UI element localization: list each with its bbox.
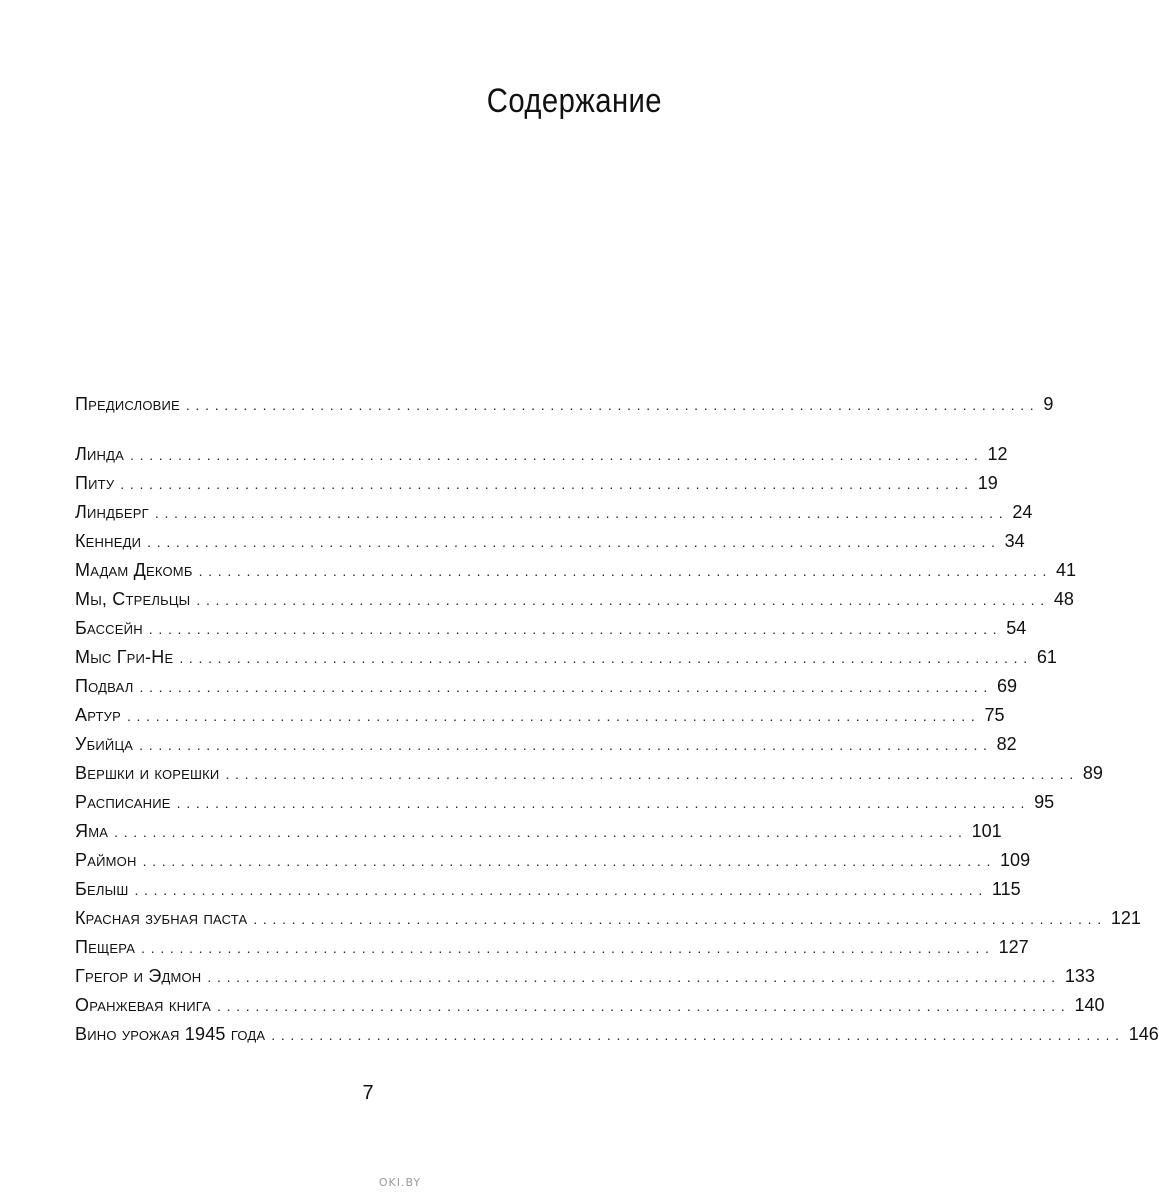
toc-entry <box>75 760 1103 786</box>
toc-entry-page: 109 <box>1000 850 1031 870</box>
toc-entry-page: 34 <box>1004 531 1025 551</box>
dot-leader: ......................................................................................... <box>141 940 995 956</box>
dot-leader: ......................................................................................... <box>147 534 1001 550</box>
toc-entry <box>75 905 1141 931</box>
toc-entry-title: Мадам Декомб <box>75 560 193 580</box>
dot-leader: ......................................................................................... <box>114 824 968 840</box>
toc-entry <box>75 644 1057 670</box>
toc-entry <box>75 702 1005 728</box>
toc-entry-page: 24 <box>1012 502 1033 522</box>
toc-entry-title: Линда <box>75 444 125 464</box>
dot-leader: ......................................................................................... <box>253 911 1107 927</box>
toc-entry <box>75 992 1105 1018</box>
dot-leader: ......................................................................................... <box>139 679 993 695</box>
toc-entry-title: Расписание <box>75 792 171 812</box>
page-number: 7 <box>362 1082 374 1104</box>
toc-entry-title: Предисловие <box>75 394 180 414</box>
dot-leader: ......................................................................................... <box>148 621 1003 637</box>
dot-leader: ......................................................................................... <box>207 969 1061 985</box>
toc-entry <box>75 934 1029 960</box>
dot-leader: ......................................................................................... <box>216 998 1071 1014</box>
toc-entry-page: 89 <box>1082 763 1103 783</box>
toc-entry <box>75 731 1017 757</box>
toc-entry-page: 19 <box>977 473 998 493</box>
toc-entry-title: Вино урожая 1945 года <box>75 1024 266 1044</box>
dot-leader: ......................................................................................... <box>225 766 1079 782</box>
dot-leader: ......................................................................................... <box>179 650 1033 666</box>
dot-leader: ......................................................................................... <box>126 708 981 724</box>
toc-entry <box>75 876 1021 902</box>
toc-entry <box>75 818 1002 844</box>
toc-entry-page: 69 <box>996 676 1018 696</box>
toc-entry-title: Питу <box>75 473 115 493</box>
dot-leader: ......................................................................................... <box>185 397 1040 413</box>
toc-entry-page: 133 <box>1064 966 1095 986</box>
toc-entry <box>75 470 998 496</box>
toc-entry-page: 140 <box>1074 995 1105 1015</box>
dot-leader: ......................................................................................... <box>271 1027 1125 1043</box>
dot-leader: ......................................................................................... <box>130 447 984 463</box>
toc-entry-page: 146 <box>1128 1024 1159 1044</box>
toc-entry-title: Раймон <box>75 850 137 870</box>
toc-entry-page: 61 <box>1036 647 1057 667</box>
dot-leader: ......................................................................................... <box>139 737 993 753</box>
toc-entry-title: Артур <box>75 705 121 725</box>
dot-leader: ......................................................................................... <box>198 563 1053 579</box>
toc-entry-title: Подвал <box>75 676 134 696</box>
dot-leader: ......................................................................................... <box>176 795 1031 811</box>
toc-entry-page: 9 <box>1043 394 1054 414</box>
toc-entry-title: Кеннеди <box>75 531 142 551</box>
toc-entry-title: Грегор и Эдмон <box>75 966 202 986</box>
toc-entry-title: Убийца <box>75 734 134 754</box>
toc-entry-page: 121 <box>1110 908 1141 928</box>
toc-entry-title: Яма <box>75 821 109 841</box>
toc-entry <box>75 441 1008 467</box>
toc-entry <box>75 391 1054 417</box>
toc-entry <box>75 586 1074 612</box>
dot-leader: ......................................................................................... <box>142 853 997 869</box>
toc-entry <box>75 673 1018 699</box>
toc-entry-page: 41 <box>1056 560 1077 580</box>
toc-entry-title: Вершки и корешки <box>75 763 220 783</box>
page-title: Содержание <box>486 82 662 120</box>
toc-entry-title: Бассейн <box>75 618 143 638</box>
toc-entry-page: 48 <box>1053 589 1074 609</box>
toc-entry <box>75 963 1095 989</box>
toc-entry <box>75 1021 1159 1047</box>
toc-entry-title: Мыс Гри-Не <box>75 647 174 667</box>
toc-entry-title: Линдберг <box>75 502 149 522</box>
toc-entry-title: Белыш <box>75 879 129 899</box>
dot-leader: ......................................................................................... <box>120 476 974 492</box>
toc-entry-page: 12 <box>987 444 1008 464</box>
toc-entry-page: 54 <box>1006 618 1027 638</box>
toc-entry-page: 115 <box>991 879 1021 899</box>
dot-leader: ......................................................................................... <box>196 592 1050 608</box>
toc-entry-page: 95 <box>1034 792 1055 812</box>
toc-entry-page: 82 <box>996 734 1017 754</box>
toc-entry-title: Пещера <box>75 937 136 957</box>
toc-entry-page: 101 <box>971 821 1002 841</box>
dot-leader: ......................................................................................... <box>154 505 1009 521</box>
dot-leader: ......................................................................................... <box>134 882 988 898</box>
toc-entry <box>75 528 1025 554</box>
toc-entry <box>75 557 1077 583</box>
watermark: OKI.BY <box>378 1176 422 1189</box>
toc-entry <box>75 615 1027 641</box>
toc-entry <box>75 847 1031 873</box>
toc-entry <box>75 789 1055 815</box>
toc-entry-title: Красная зубная паста <box>75 908 248 928</box>
toc-entry-title: Мы, Стрельцы <box>75 589 191 609</box>
toc-entry-page: 127 <box>998 937 1029 957</box>
toc-entry <box>75 499 1033 525</box>
toc-entry-title: Оранжевая книга <box>75 995 211 1015</box>
toc-entry-page: 75 <box>984 705 1005 725</box>
